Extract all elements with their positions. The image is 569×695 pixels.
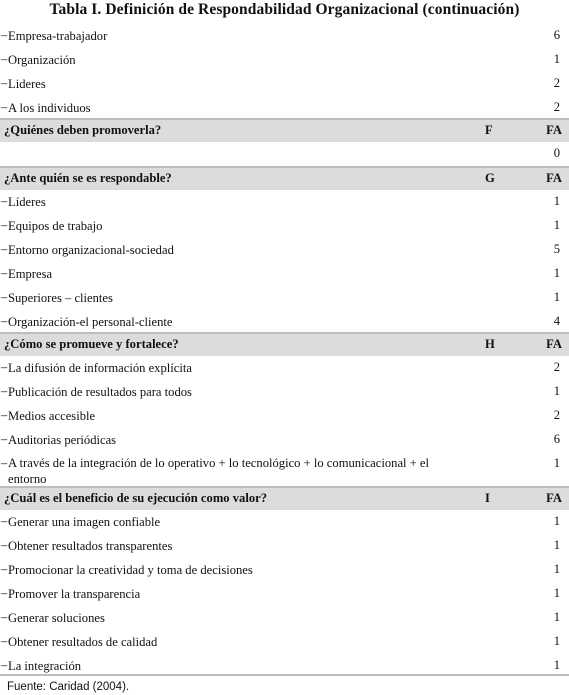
dash: –	[1, 538, 8, 552]
table-row	[0, 606, 569, 630]
table-row	[0, 96, 569, 118]
table-title: Tabla I. Definición de Respondabilidad Organizacional (continuación)	[49, 1, 520, 18]
row-label: Obtener resultados de calidad	[8, 635, 158, 649]
table-row	[0, 380, 569, 404]
row-value: 1	[553, 456, 560, 470]
row-value: 2	[553, 76, 560, 90]
row-value: 1	[553, 586, 560, 600]
table-row	[0, 558, 569, 582]
column-fa: FA	[546, 337, 562, 351]
section-label: ¿Cómo se promueve y fortalece?	[4, 337, 179, 351]
row-value: 4	[553, 314, 560, 328]
row-label: Equipos de trabajo	[8, 219, 103, 233]
column-fa: FA	[546, 491, 562, 505]
table-row	[0, 262, 569, 286]
table-row	[0, 404, 569, 428]
table-row	[0, 654, 569, 674]
column-letter: H	[485, 337, 495, 351]
table-row	[0, 190, 569, 214]
dash: –	[1, 194, 8, 208]
column-letter: F	[485, 123, 493, 137]
column-fa: FA	[546, 171, 562, 185]
row-value: 1	[553, 266, 560, 280]
row-label: Auditorias periódicas	[8, 433, 117, 447]
row-value: 1	[553, 634, 560, 648]
table-row	[0, 428, 569, 452]
dash: –	[1, 266, 8, 280]
row-label: Obtener resultados transparentes	[8, 539, 173, 553]
table-row	[0, 310, 569, 332]
dash: –	[1, 456, 8, 470]
table-body	[0, 24, 569, 676]
row-label: Medios accesible	[8, 409, 96, 423]
column-fa: FA	[546, 123, 562, 137]
row-value: 6	[553, 432, 560, 446]
section-label: ¿Quiénes deben promoverla?	[4, 123, 162, 137]
row-value: 6	[553, 28, 560, 42]
table-row	[0, 510, 569, 534]
table-row	[0, 48, 569, 72]
section-label: ¿Ante quién se es respondable?	[4, 171, 172, 185]
row-value: 1	[553, 194, 560, 208]
row-label: Promover la transparencia	[8, 587, 141, 601]
dash: –	[1, 76, 8, 90]
table-row	[0, 630, 569, 654]
source-note: Fuente: Caridad (2004).	[7, 681, 130, 693]
dash: –	[1, 586, 8, 600]
table-row	[0, 356, 569, 380]
table-row	[0, 142, 569, 166]
table-row	[0, 24, 569, 48]
section-header-g	[0, 166, 569, 190]
row-value: 2	[553, 100, 560, 114]
row-label: Organización-el personal-cliente	[8, 315, 173, 329]
row-label: La difusión de información explícita	[8, 361, 192, 375]
dash: –	[1, 408, 8, 422]
dash: –	[1, 52, 8, 66]
section-header-f	[0, 118, 569, 142]
dash: –	[1, 314, 8, 328]
section-header-i	[0, 486, 569, 510]
row-label: Entorno organizacional-sociedad	[8, 243, 174, 257]
row-value: 1	[553, 290, 560, 304]
dash: –	[1, 610, 8, 624]
table-row	[0, 72, 569, 96]
row-label: Líderes	[8, 195, 46, 209]
row-label: Organización	[8, 53, 76, 67]
row-value: 0	[553, 146, 560, 160]
dash: –	[1, 218, 8, 232]
row-label: Publicación de resultados para todos	[8, 385, 192, 399]
row-value: 1	[553, 218, 560, 232]
dash: –	[1, 514, 8, 528]
row-label: Promocionar la creatividad y toma de decisiones	[8, 563, 253, 577]
table-row	[0, 452, 569, 486]
dash: –	[1, 100, 8, 114]
row-value: 1	[553, 384, 560, 398]
row-value: 1	[553, 538, 560, 552]
section-header-h	[0, 332, 569, 356]
row-label: Lideres	[8, 77, 46, 91]
row-value: 2	[553, 360, 560, 374]
row-value: 1	[553, 658, 560, 672]
dash: –	[1, 432, 8, 446]
row-label: Empresa-trabajador	[8, 29, 108, 43]
dash: –	[1, 28, 8, 42]
row-value: 1	[553, 514, 560, 528]
row-value: 1	[553, 562, 560, 576]
row-label: A través de la integración de lo operativo + lo tecnológico + lo comunicacional + el entorno	[8, 456, 430, 486]
row-value: 1	[553, 52, 560, 66]
dash: –	[1, 242, 8, 256]
row-label: Generar soluciones	[8, 611, 105, 625]
row-label: Superiores – clientes	[8, 291, 113, 305]
dash: –	[1, 562, 8, 576]
table-row	[0, 582, 569, 606]
row-label: La integración	[8, 659, 82, 673]
dash: –	[1, 384, 8, 398]
row-label: A los individuos	[8, 101, 91, 115]
dash: –	[1, 658, 8, 672]
table-row	[0, 238, 569, 262]
bottom-rule	[0, 674, 569, 676]
table-row	[0, 534, 569, 558]
column-letter: I	[485, 491, 490, 505]
dash: –	[1, 290, 8, 304]
row-value: 1	[553, 610, 560, 624]
row-value: 2	[553, 408, 560, 422]
row-value: 5	[553, 242, 560, 256]
column-letter: G	[485, 171, 495, 185]
row-label: Empresa	[8, 267, 53, 281]
section-label: ¿Cuál es el beneficio de su ejecución como valor?	[4, 491, 268, 505]
table-row	[0, 214, 569, 238]
dash: –	[1, 634, 8, 648]
row-label: Generar una imagen confiable	[8, 515, 161, 529]
table-row	[0, 286, 569, 310]
dash: –	[1, 360, 8, 374]
